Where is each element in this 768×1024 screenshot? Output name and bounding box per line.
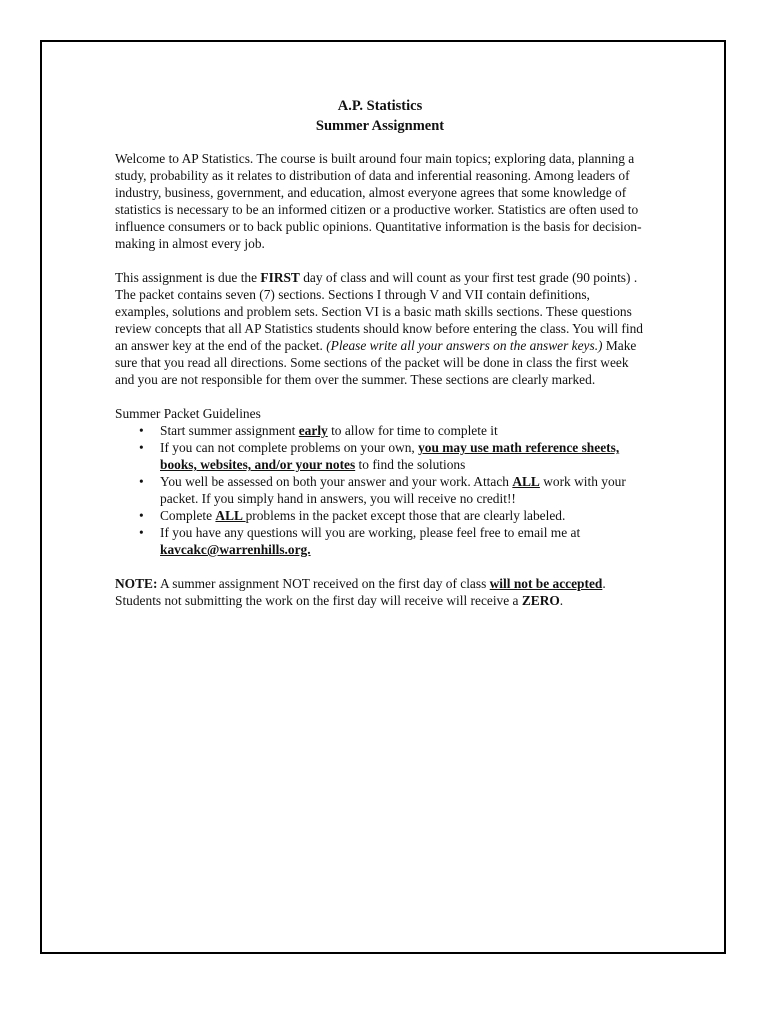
guideline-item [115, 507, 645, 524]
document-title: A.P. Statistics [337, 98, 423, 114]
assignment-text-1: This assignment is due the [115, 270, 261, 285]
guideline-text: Complete [160, 508, 216, 523]
note-label: NOTE: [115, 576, 158, 591]
zero-emphasis: ZERO [521, 593, 560, 608]
guideline-emphasis: ALL [512, 474, 540, 489]
bullet-icon: • [139, 423, 144, 438]
guideline-item [115, 524, 645, 558]
guideline-item [115, 422, 645, 439]
assignment-text-3: Make sure that you read all directions. Some sections of the packet will be done in class the first week and you are not responsible for them over the summer. These sections are clearly marked. [115, 338, 637, 387]
bullet-icon: • [139, 508, 144, 523]
page-border [40, 40, 726, 954]
bullet-icon: • [139, 474, 144, 489]
guideline-text: If you have any questions will you are working, please feel free to email me at [160, 525, 581, 540]
guideline-emphasis: early [298, 423, 328, 438]
first-emphasis: FIRST [260, 270, 300, 285]
guideline-text: problems in the packet except those that are clearly labeled. [245, 508, 566, 523]
title-block [115, 96, 645, 136]
guideline-item [115, 439, 645, 473]
note-paragraph [115, 575, 645, 609]
guideline-text: to allow for time to complete it [327, 423, 498, 438]
guidelines-heading: Summer Packet Guidelines [115, 406, 261, 421]
guideline-text: work with your packet. If you simply hand in answers, you will receive no credit!! [160, 474, 626, 506]
guideline-emphasis: ALL [215, 508, 246, 523]
guideline-text: If you can not complete problems on your own, [160, 440, 419, 455]
document-subtitle: Summer Assignment [315, 118, 445, 134]
guideline-emphasis: you may use math reference sheets, books, websites, and/or your notes [160, 440, 620, 472]
guideline-item [115, 473, 645, 507]
answer-key-note: (Please write all your answers on the answer keys.) [326, 338, 603, 353]
bullet-icon: • [139, 525, 144, 540]
guideline-text: to find the solutions [355, 457, 466, 472]
email-address: kavcakc@warrenhills.org. [160, 542, 311, 557]
guidelines-list [115, 422, 645, 558]
guideline-text: Start summer assignment [160, 423, 299, 438]
guideline-text: You well be assessed on both your answer and your work. Attach [160, 474, 513, 489]
intro-paragraph: Welcome to AP Statistics. The course is built around four main topics; exploring data, planning a study, probability as it relates to distribution of data and inferential reasoning. Among leaders of industry, business, government, and education, almost everyone agrees that some knowledge of statistics is necessary to be an informed citizen or a productive worker. Statistics are often used to influence consumers or to back public opinions. Quantitative information is the basis for decision-making in almost every job. [115, 151, 642, 251]
assignment-paragraph [115, 269, 645, 388]
bullet-icon: • [139, 440, 144, 455]
note-emphasis: will not be accepted [489, 576, 603, 591]
note-text-1: A summer assignment NOT received on the first day of class [157, 576, 490, 591]
document-body [115, 96, 645, 609]
assignment-text-2: day of class and will count as your first test grade (90 points) . The packet contains seven (7) sections. Sections I through V and VII contain definitions, examples, solutions and problem sets. Section VI is a basic math skills sections. These questions review concepts that all AP Statistics students should know before entering the class. You will find an answer key at the end of the packet. [115, 270, 643, 353]
note-text-2: . Students not submitting the work on the first day will receive will receive a [115, 576, 606, 608]
note-text-3: . [559, 593, 564, 608]
